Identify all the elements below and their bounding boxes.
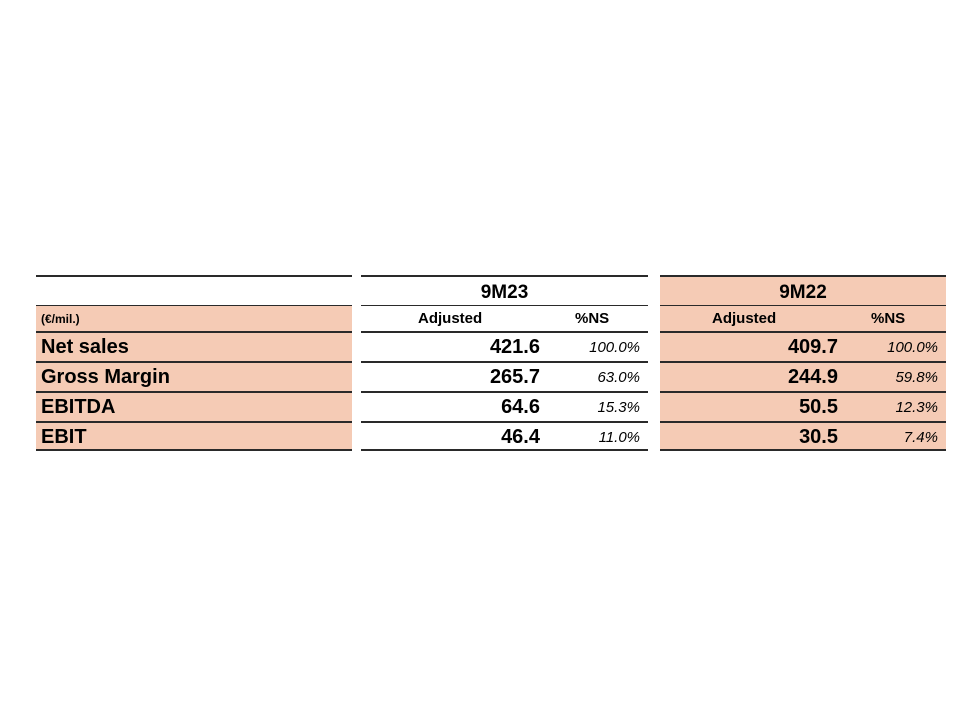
pct-ns-value: 7.4% <box>903 429 938 446</box>
table-row <box>361 331 648 361</box>
table-row <box>660 361 946 391</box>
metric-labels-column <box>36 275 352 451</box>
period-subheader <box>361 305 648 331</box>
table-row <box>660 391 946 421</box>
adjusted-value: 421.6 <box>489 336 540 358</box>
adjusted-value: 46.4 <box>501 426 540 448</box>
adjusted-header: Adjusted <box>418 310 483 327</box>
pct-ns-value: 63.0% <box>597 369 640 386</box>
table-row <box>660 331 946 361</box>
pct-ns-value: 100.0% <box>589 339 640 356</box>
pct-ns-value: 15.3% <box>597 399 640 416</box>
labels-header-spacer <box>36 275 352 305</box>
row-net-sales <box>36 331 352 361</box>
adjusted-value: 409.7 <box>787 336 838 358</box>
unit-label: (€/mil.) <box>41 312 80 326</box>
pct-ns-value: 11.0% <box>598 429 640 446</box>
table-row <box>660 421 946 451</box>
pct-ns-header: %NS <box>575 310 610 327</box>
row-gross-margin <box>36 361 352 391</box>
adjusted-value: 30.5 <box>799 426 838 448</box>
row-label-gross-margin: Gross Margin <box>41 366 170 388</box>
period-9m23-column <box>361 275 648 451</box>
period-header <box>660 275 946 305</box>
period-9m22-column <box>660 275 946 451</box>
adjusted-value: 50.5 <box>799 396 838 418</box>
row-ebit <box>36 421 352 451</box>
pct-ns-value: 100.0% <box>887 339 938 356</box>
period-subheader <box>660 305 946 331</box>
table-row <box>361 391 648 421</box>
adjusted-header: Adjusted <box>712 310 777 327</box>
period-title: 9M22 <box>779 282 827 303</box>
row-label-ebitda: EBITDA <box>41 396 116 418</box>
unit-row <box>36 305 352 331</box>
period-header <box>361 275 648 305</box>
period-title: 9M23 <box>480 282 529 303</box>
pct-ns-value: 59.8% <box>895 369 938 386</box>
adjusted-value: 64.6 <box>501 396 540 418</box>
row-ebitda <box>36 391 352 421</box>
row-label-ebit: EBIT <box>41 426 87 448</box>
adjusted-value: 244.9 <box>787 366 838 388</box>
table-row <box>361 421 648 451</box>
pct-ns-header: %NS <box>871 310 906 327</box>
table-row <box>361 361 648 391</box>
row-label-net-sales: Net sales <box>41 336 129 358</box>
pct-ns-value: 12.3% <box>895 399 938 416</box>
adjusted-value: 265.7 <box>489 366 540 388</box>
